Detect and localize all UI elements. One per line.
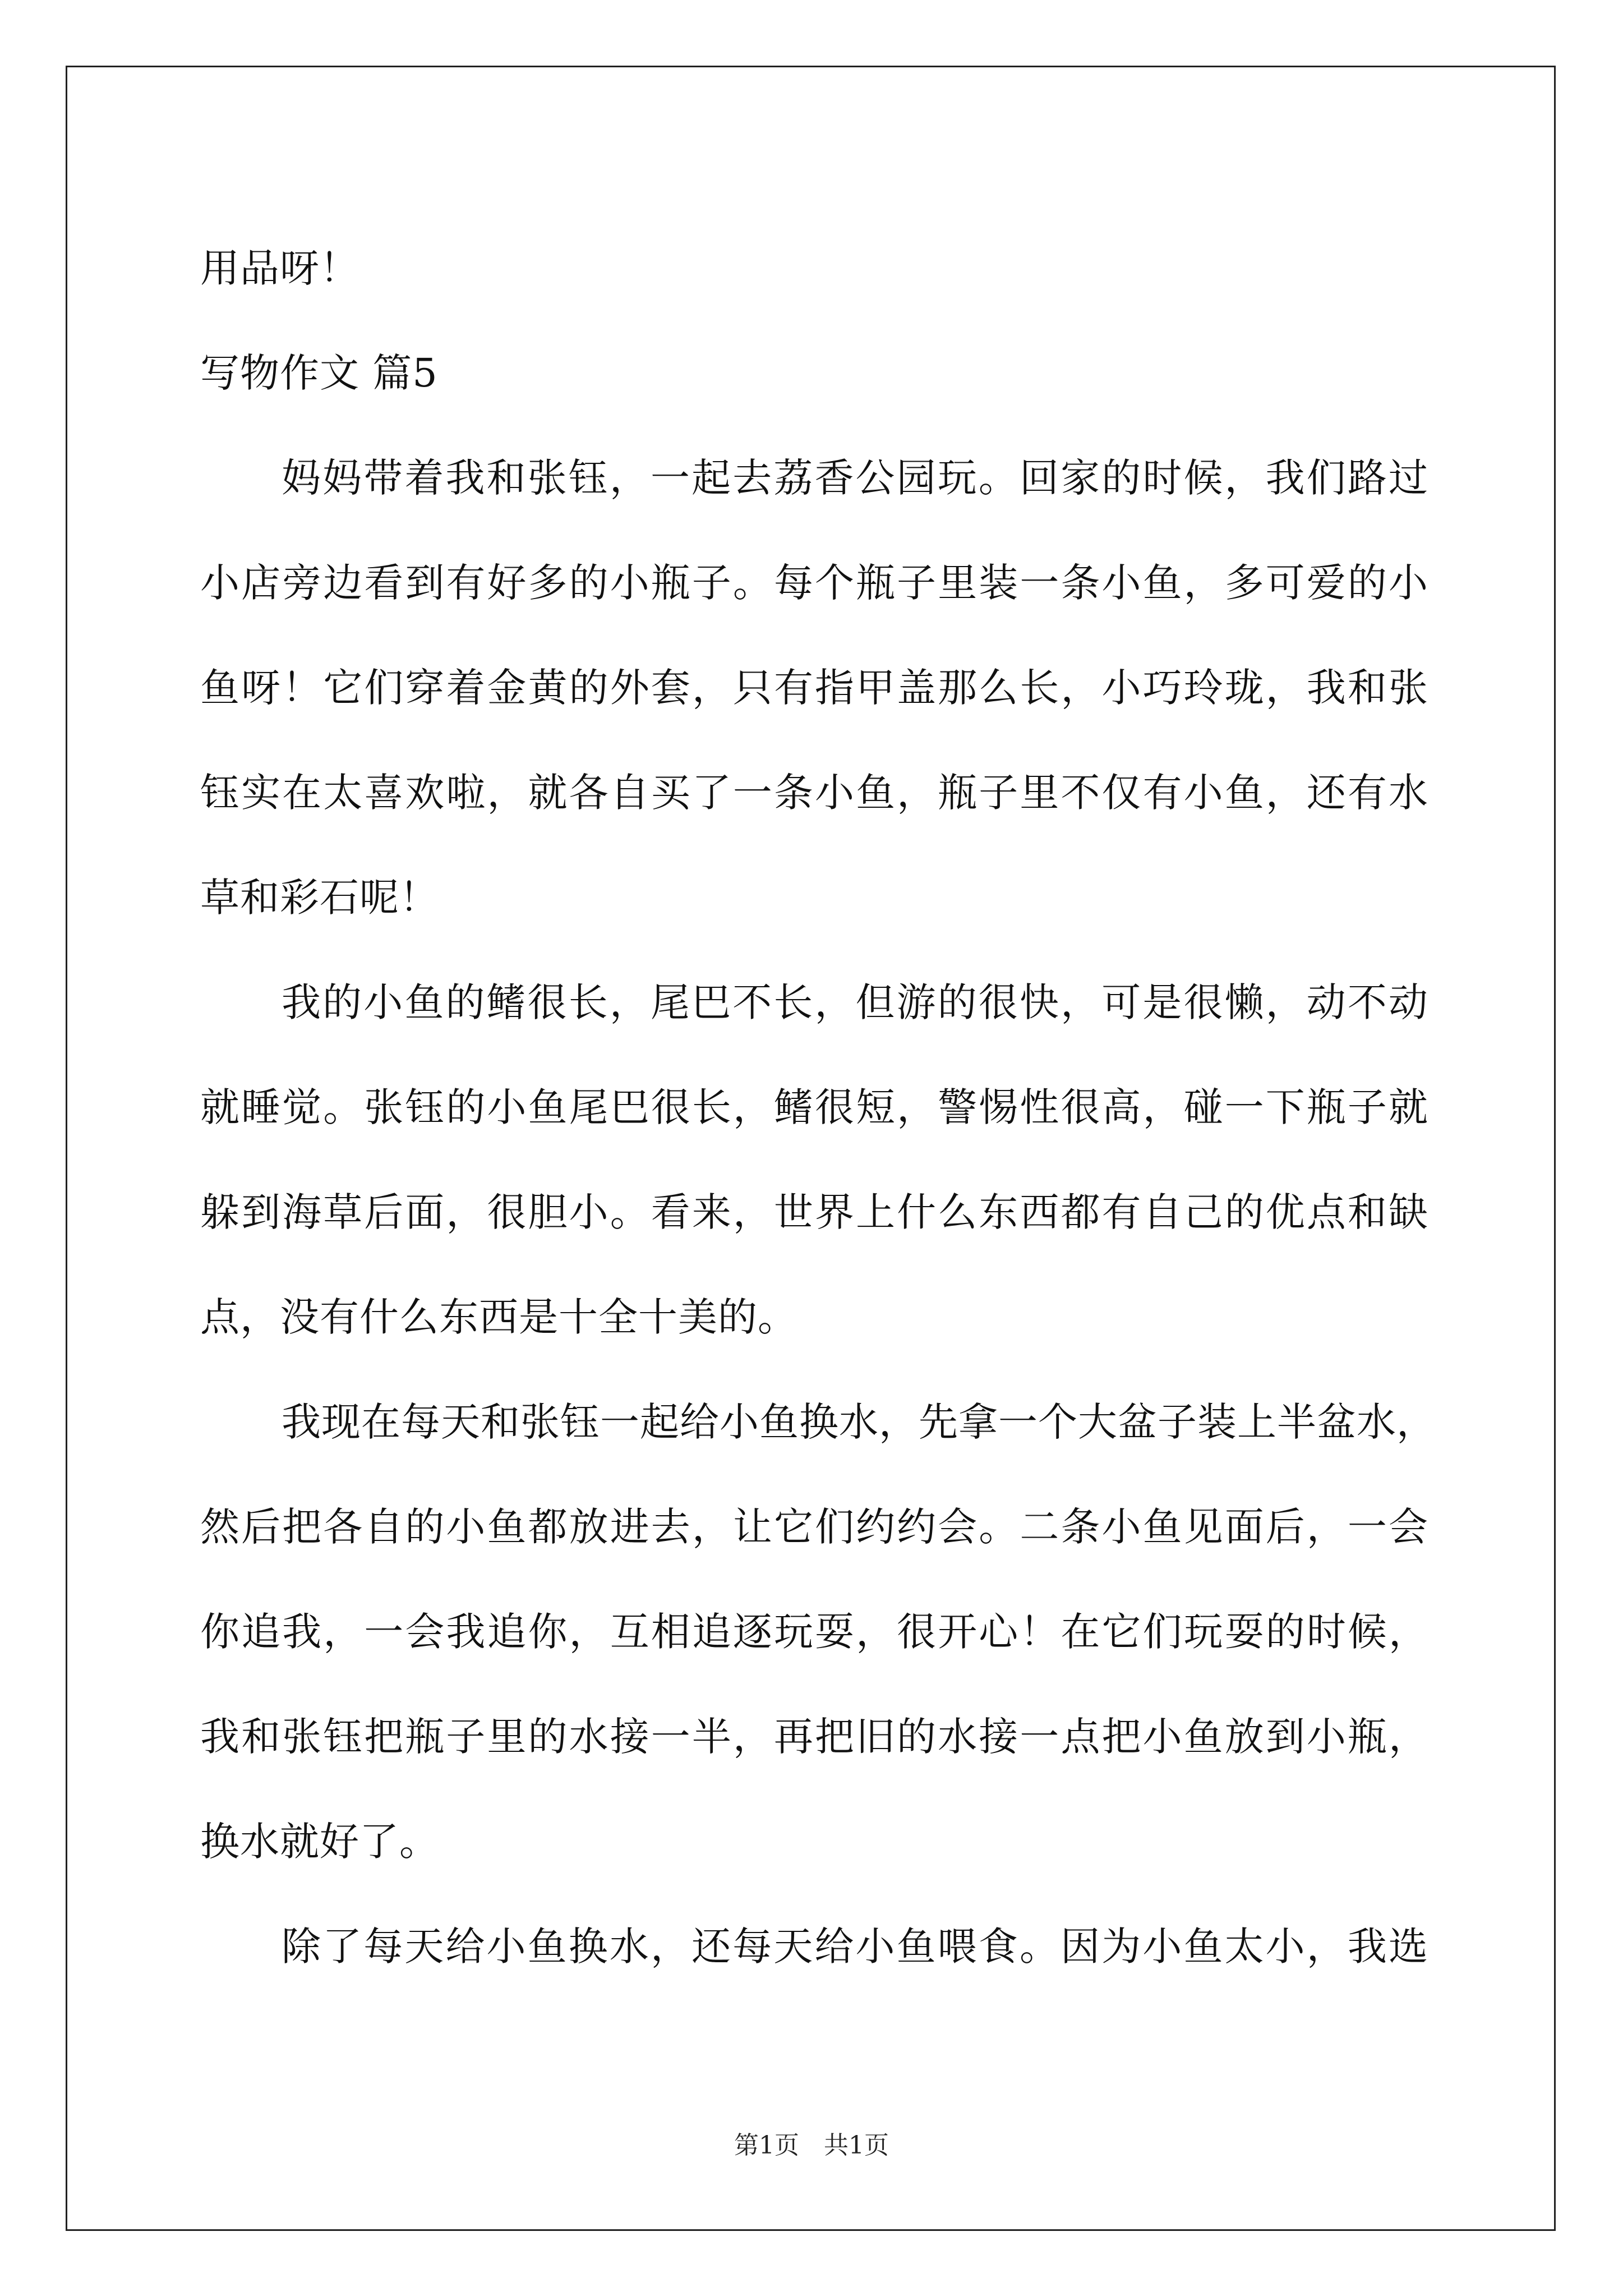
text-line: 鱼呀！它们穿着金黄的外套，只有指甲盖那么长，小巧玲珑，我和张 [200,665,1428,711]
text-line: 妈妈带着我和张钰，一起去荔香公园玩。回家的时候，我们路过 [282,455,1428,501]
text-line: 草和彩石呢！ [200,875,439,921]
text-line: 小店旁边看到有好多的小瓶子。每个瓶子里装一条小鱼，多可爱的小 [200,560,1428,606]
text-line: 用品呀！ [200,245,359,291]
text-line: 我现在每天和张钰一起给小鱼换水，先拿一个大盆子装上半盆水， [282,1399,1436,1445]
text-line: 点，没有什么东西是十全十美的。 [200,1294,797,1340]
text-line: 换水就好了。 [200,1819,439,1865]
text-line: 你追我，一会我追你，互相追逐玩耍，很开心！在它们玩耍的时候， [200,1609,1428,1655]
text-line: 躲到海草后面，很胆小。看来，世界上什么东西都有自己的优点和缺 [200,1189,1428,1235]
text-line: 我的小鱼的鳍很长，尾巴不长，但游的很快，可是很懒，动不动 [282,979,1428,1025]
page-footer: 第1页 共1页 [734,2131,889,2160]
document-body [200,216,1436,1999]
text-line: 我和张钰把瓶子里的水接一半，再把旧的水接一点把小鱼放到小瓶， [200,1714,1428,1760]
section-heading: 写物作文 篇5 [200,350,438,396]
text-line: 钰实在太喜欢啦，就各自买了一条小鱼，瓶子里不仅有小鱼，还有水 [200,770,1428,816]
text-line: 然后把各自的小鱼都放进去，让它们约约会。二条小鱼见面后，一会 [200,1504,1428,1550]
text-line: 除了每天给小鱼换水，还每天给小鱼喂食。因为小鱼太小，我选 [282,1924,1428,1970]
text-line: 就睡觉。张钰的小鱼尾巴很长，鳍很短，警惕性很高，碰一下瓶子就 [200,1084,1428,1130]
